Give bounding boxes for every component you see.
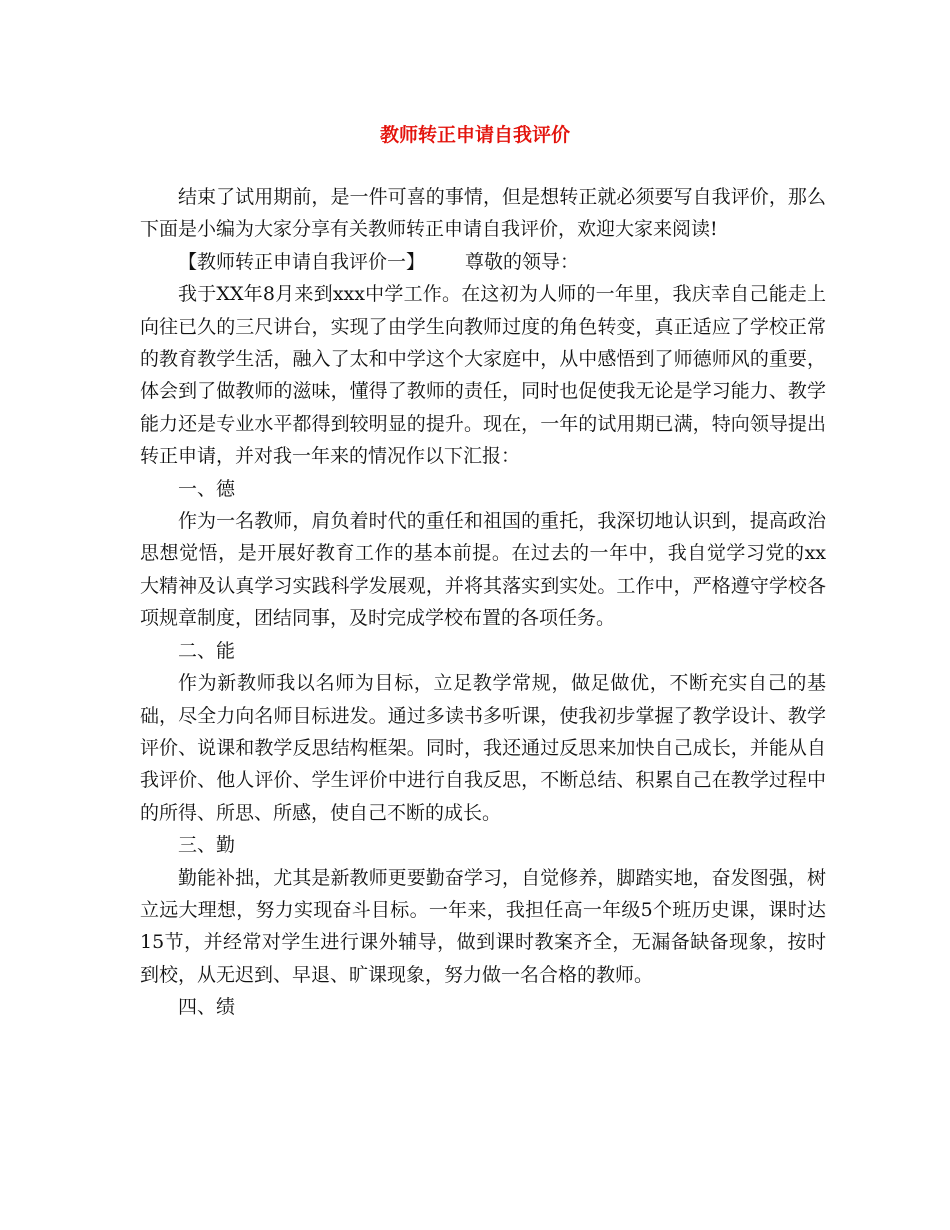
salutation: 尊敬的领导： [465,250,580,273]
document-title: 教师转正申请自我评价 [379,124,570,146]
body-paragraph: 作为新教师我以名师为目标，立足教学常规，做足做优，不断充实自己的基础，尽全力向名师目标进发。通过多读书多听课，使我初步掌握了教学设计、教学评价、说课和教学反思结构框架。同时，我还通过反思来加快自己成长，并能从自我评价、他人评价、学生评价中进行自我反思，不断总结、积累自己在教学过程中的所得、所思、所感，使自己不断的成长。 [140,672,826,824]
intro-paragraph: 结束了试用期前，是一件可喜的事情，但是想转正就必须要写自我评价，那么下面是小编为大家分享有关教师转正申请自我评价，欢迎大家来阅读! [140,186,826,241]
subheading-de: 一、德 [178,477,236,500]
subheading-ji: 四、绩 [178,996,236,1019]
subheading-qin: 三、勤 [178,834,236,857]
subheading-neng: 二、能 [178,639,236,662]
section-heading-line [140,246,826,278]
section-label: 【教师转正申请自我评价一】 [178,250,426,273]
document-body [140,181,826,1024]
body-paragraph: 勤能补拙，尤其是新教师更要勤奋学习，自觉修养，脚踏实地，奋发图强，树立远大理想，努力实现奋斗目标。一年来，我担任高一年级5个班历史课，课时达15节，并经常对学生进行课外辅导，做到课时教案齐全，无漏备缺备现象，按时到校，从无迟到、早退、旷课现象，努力做一名合格的教师。 [140,866,826,986]
body-paragraph: 作为一名教师，肩负着时代的重任和祖国的重托，我深切地认识到，提高政治思想觉悟，是开展好教育工作的基本前提。在过去的一年中，我自觉学习党的xx大精神及认真学习实践科学发展观，并将其落实到实处。工作中，严格遵守学校各项规章制度，团结同事，及时完成学校布置的各项任务。 [140,510,826,630]
body-paragraph: 我于XX年8月来到xxx中学工作。在这初为人师的一年里，我庆幸自己能走上向往已久的三尺讲台，实现了由学生向教师过度的角色转变，真正适应了学校正常的教育教学生活，融入了太和中学这个大家庭中，从中感悟到了师德师风的重要，体会到了做教师的滋味，懂得了教师的责任，同时也促使我无论是学习能力、教学能力还是专业水平都得到较明显的提升。现在，一年的试用期已满，特向领导提出转正申请，并对我一年来的情况作以下汇报： [140,283,826,468]
